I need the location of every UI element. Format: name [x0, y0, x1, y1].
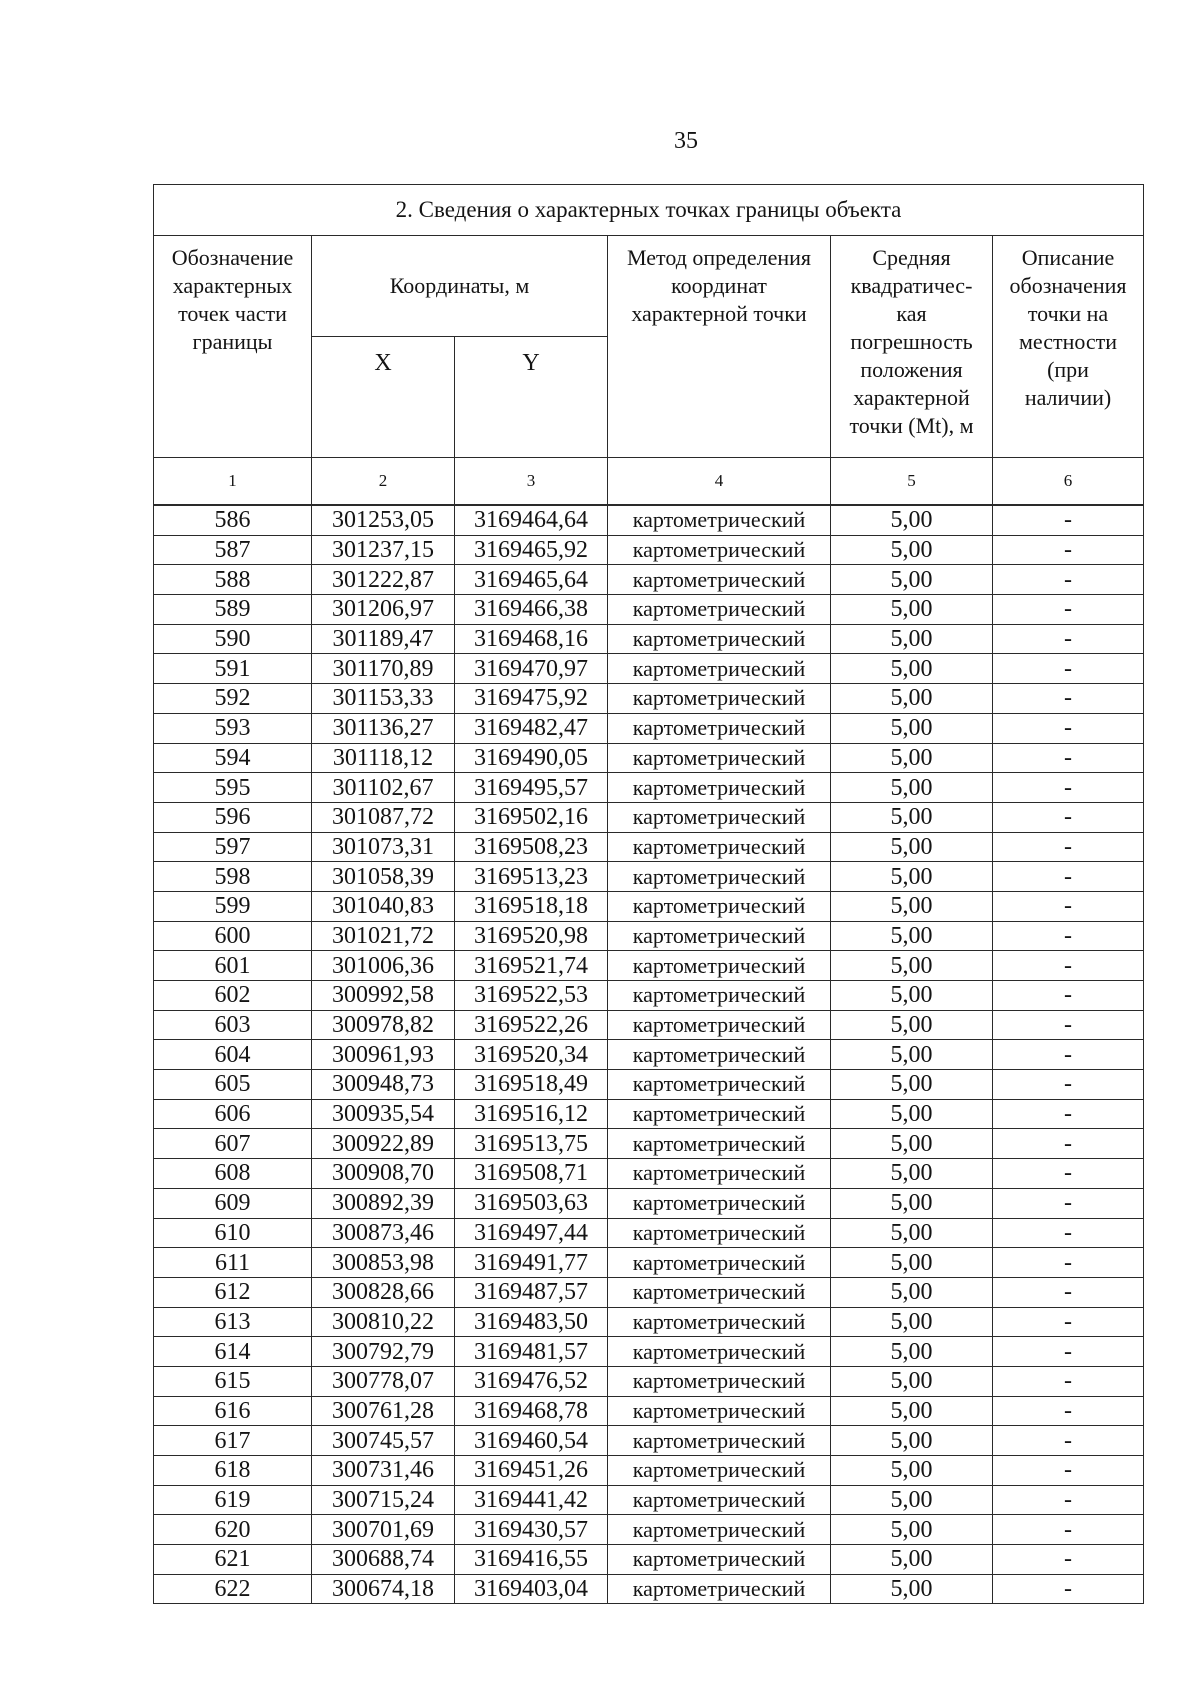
table-row [154, 1574, 1144, 1604]
method-cell: картометрический [608, 624, 831, 654]
y-cell: 3169465,92 [455, 535, 608, 565]
method-cell: картометрический [608, 1040, 831, 1070]
method-cell: картометрический [608, 1218, 831, 1248]
y-cell: 3169520,34 [455, 1040, 608, 1070]
x-cell: 300701,69 [312, 1515, 455, 1545]
y-cell: 3169497,44 [455, 1218, 608, 1248]
table-row [154, 654, 1144, 684]
error-cell: 5,00 [831, 654, 993, 684]
point-id-cell: 622 [154, 1574, 312, 1604]
y-cell: 3169482,47 [455, 713, 608, 743]
y-cell: 3169468,16 [455, 624, 608, 654]
y-cell: 3169508,23 [455, 832, 608, 862]
point-id-cell: 590 [154, 624, 312, 654]
table-row [154, 1129, 1144, 1159]
x-cell: 300892,39 [312, 1188, 455, 1218]
error-cell: 5,00 [831, 535, 993, 565]
description-cell: - [993, 1366, 1144, 1396]
header-y: Y [455, 337, 608, 458]
method-cell: картометрический [608, 1337, 831, 1367]
x-cell: 301237,15 [312, 535, 455, 565]
error-cell: 5,00 [831, 505, 993, 535]
method-cell: картометрический [608, 891, 831, 921]
method-cell: картометрический [608, 951, 831, 981]
point-id-cell: 602 [154, 981, 312, 1011]
x-cell: 301206,97 [312, 595, 455, 625]
point-id-cell: 615 [154, 1366, 312, 1396]
table-row [154, 1307, 1144, 1337]
error-cell: 5,00 [831, 1159, 993, 1189]
description-cell: - [993, 802, 1144, 832]
table-row [154, 684, 1144, 714]
y-cell: 3169451,26 [455, 1456, 608, 1486]
point-id-cell: 611 [154, 1248, 312, 1278]
column-number: 3 [455, 458, 608, 506]
table-row [154, 1248, 1144, 1278]
point-id-cell: 586 [154, 505, 312, 535]
method-cell: картометрический [608, 981, 831, 1011]
y-cell: 3169416,55 [455, 1545, 608, 1575]
y-cell: 3169468,78 [455, 1396, 608, 1426]
description-cell: - [993, 1307, 1144, 1337]
point-id-cell: 595 [154, 773, 312, 803]
table-row [154, 1277, 1144, 1307]
error-cell: 5,00 [831, 1070, 993, 1100]
point-id-cell: 609 [154, 1188, 312, 1218]
point-id-cell: 589 [154, 595, 312, 625]
point-id-cell: 614 [154, 1337, 312, 1367]
description-cell: - [993, 1545, 1144, 1575]
method-cell: картометрический [608, 921, 831, 951]
header-description: Описание обозначения точки на местности (при наличии) [993, 236, 1144, 458]
x-cell: 300828,66 [312, 1277, 455, 1307]
point-id-cell: 604 [154, 1040, 312, 1070]
point-id-cell: 605 [154, 1070, 312, 1100]
header-x: X [312, 337, 455, 458]
description-cell: - [993, 832, 1144, 862]
error-cell: 5,00 [831, 1485, 993, 1515]
error-cell: 5,00 [831, 1574, 993, 1604]
error-cell: 5,00 [831, 1545, 993, 1575]
point-id-cell: 593 [154, 713, 312, 743]
x-cell: 301021,72 [312, 921, 455, 951]
x-cell: 301222,87 [312, 565, 455, 595]
y-cell: 3169491,77 [455, 1248, 608, 1278]
error-cell: 5,00 [831, 1515, 993, 1545]
method-cell: картометрический [608, 1070, 831, 1100]
description-cell: - [993, 1218, 1144, 1248]
column-number: 6 [993, 458, 1144, 506]
method-cell: картометрический [608, 1099, 831, 1129]
point-id-cell: 617 [154, 1426, 312, 1456]
description-cell: - [993, 1099, 1144, 1129]
x-cell: 301153,33 [312, 684, 455, 714]
point-id-cell: 592 [154, 684, 312, 714]
y-cell: 3169483,50 [455, 1307, 608, 1337]
table-row [154, 713, 1144, 743]
table-row [154, 1426, 1144, 1456]
description-cell: - [993, 1515, 1144, 1545]
x-cell: 300978,82 [312, 1010, 455, 1040]
x-cell: 301087,72 [312, 802, 455, 832]
x-cell: 300908,70 [312, 1159, 455, 1189]
error-cell: 5,00 [831, 1218, 993, 1248]
y-cell: 3169513,75 [455, 1129, 608, 1159]
point-id-cell: 616 [154, 1396, 312, 1426]
table-row [154, 951, 1144, 981]
x-cell: 301170,89 [312, 654, 455, 684]
table-row [154, 535, 1144, 565]
error-cell: 5,00 [831, 684, 993, 714]
error-cell: 5,00 [831, 624, 993, 654]
description-cell: - [993, 1456, 1144, 1486]
description-cell: - [993, 1010, 1144, 1040]
point-id-cell: 597 [154, 832, 312, 862]
point-id-cell: 610 [154, 1218, 312, 1248]
description-cell: - [993, 981, 1144, 1011]
y-cell: 3169513,23 [455, 862, 608, 892]
description-cell: - [993, 1574, 1144, 1604]
point-id-cell: 608 [154, 1159, 312, 1189]
table-row [154, 832, 1144, 862]
x-cell: 301136,27 [312, 713, 455, 743]
description-cell: - [993, 535, 1144, 565]
x-cell: 300674,18 [312, 1574, 455, 1604]
table-row [154, 1070, 1144, 1100]
table-row [154, 1456, 1144, 1486]
error-cell: 5,00 [831, 1277, 993, 1307]
table-row [154, 1396, 1144, 1426]
column-number: 1 [154, 458, 312, 506]
table-row [154, 802, 1144, 832]
column-number: 5 [831, 458, 993, 506]
method-cell: картометрический [608, 595, 831, 625]
error-cell: 5,00 [831, 713, 993, 743]
header-coordinates: Координаты, м [312, 236, 608, 337]
method-cell: картометрический [608, 535, 831, 565]
method-cell: картометрический [608, 773, 831, 803]
description-cell: - [993, 1129, 1144, 1159]
y-cell: 3169487,57 [455, 1277, 608, 1307]
table-row [154, 1159, 1144, 1189]
y-cell: 3169503,63 [455, 1188, 608, 1218]
table-row [154, 1099, 1144, 1129]
method-cell: картометрический [608, 1129, 831, 1159]
y-cell: 3169508,71 [455, 1159, 608, 1189]
point-id-cell: 598 [154, 862, 312, 892]
description-cell: - [993, 1396, 1144, 1426]
y-cell: 3169475,92 [455, 684, 608, 714]
error-cell: 5,00 [831, 1129, 993, 1159]
description-cell: - [993, 1248, 1144, 1278]
error-cell: 5,00 [831, 802, 993, 832]
point-id-cell: 599 [154, 891, 312, 921]
y-cell: 3169495,57 [455, 773, 608, 803]
error-cell: 5,00 [831, 832, 993, 862]
y-cell: 3169518,18 [455, 891, 608, 921]
table-row [154, 773, 1144, 803]
description-cell: - [993, 1188, 1144, 1218]
description-cell: - [993, 1277, 1144, 1307]
method-cell: картометрический [608, 1574, 831, 1604]
method-cell: картометрический [608, 1248, 831, 1278]
method-cell: картометрический [608, 1515, 831, 1545]
x-cell: 301040,83 [312, 891, 455, 921]
header-designation: Обозначение характерных точек части границы [154, 236, 312, 458]
description-cell: - [993, 862, 1144, 892]
description-cell: - [993, 1159, 1144, 1189]
y-cell: 3169470,97 [455, 654, 608, 684]
error-cell: 5,00 [831, 1307, 993, 1337]
y-cell: 3169464,64 [455, 505, 608, 535]
header-method: Метод определения координат характерной точки [608, 236, 831, 458]
error-cell: 5,00 [831, 1396, 993, 1426]
x-cell: 300715,24 [312, 1485, 455, 1515]
point-id-cell: 606 [154, 1099, 312, 1129]
error-cell: 5,00 [831, 1426, 993, 1456]
y-cell: 3169481,57 [455, 1337, 608, 1367]
x-cell: 301058,39 [312, 862, 455, 892]
method-cell: картометрический [608, 713, 831, 743]
y-cell: 3169502,16 [455, 802, 608, 832]
x-cell: 301253,05 [312, 505, 455, 535]
error-cell: 5,00 [831, 921, 993, 951]
x-cell: 300873,46 [312, 1218, 455, 1248]
method-cell: картометрический [608, 1159, 831, 1189]
error-cell: 5,00 [831, 1248, 993, 1278]
point-id-cell: 603 [154, 1010, 312, 1040]
column-number: 2 [312, 458, 455, 506]
point-id-cell: 612 [154, 1277, 312, 1307]
y-cell: 3169465,64 [455, 565, 608, 595]
description-cell: - [993, 713, 1144, 743]
x-cell: 300992,58 [312, 981, 455, 1011]
method-cell: картометрический [608, 1485, 831, 1515]
description-cell: - [993, 1485, 1144, 1515]
y-cell: 3169520,98 [455, 921, 608, 951]
table-row [154, 1545, 1144, 1575]
y-cell: 3169460,54 [455, 1426, 608, 1456]
x-cell: 300778,07 [312, 1366, 455, 1396]
description-cell: - [993, 1426, 1144, 1456]
table-title: 2. Сведения о характерных точках границы объекта [154, 185, 1144, 236]
x-cell: 300688,74 [312, 1545, 455, 1575]
method-cell: картометрический [608, 654, 831, 684]
description-cell: - [993, 565, 1144, 595]
table-row [154, 981, 1144, 1011]
description-cell: - [993, 773, 1144, 803]
method-cell: картометрический [608, 1396, 831, 1426]
column-number-row [154, 458, 1144, 506]
x-cell: 301102,67 [312, 773, 455, 803]
x-cell: 301073,31 [312, 832, 455, 862]
error-cell: 5,00 [831, 773, 993, 803]
point-id-cell: 601 [154, 951, 312, 981]
page-number: 35 [674, 128, 698, 154]
point-id-cell: 594 [154, 743, 312, 773]
table-row [154, 1485, 1144, 1515]
column-number: 4 [608, 458, 831, 506]
point-id-cell: 621 [154, 1545, 312, 1575]
y-cell: 3169516,12 [455, 1099, 608, 1129]
y-cell: 3169466,38 [455, 595, 608, 625]
table-row [154, 1188, 1144, 1218]
table-row [154, 743, 1144, 773]
method-cell: картометрический [608, 1366, 831, 1396]
point-id-cell: 619 [154, 1485, 312, 1515]
table-body [154, 505, 1144, 1604]
x-cell: 300745,57 [312, 1426, 455, 1456]
y-cell: 3169403,04 [455, 1574, 608, 1604]
table-row [154, 862, 1144, 892]
y-cell: 3169518,49 [455, 1070, 608, 1100]
point-id-cell: 613 [154, 1307, 312, 1337]
error-cell: 5,00 [831, 595, 993, 625]
error-cell: 5,00 [831, 743, 993, 773]
table-row [154, 595, 1144, 625]
table-row [154, 1337, 1144, 1367]
y-cell: 3169522,53 [455, 981, 608, 1011]
method-cell: картометрический [608, 1456, 831, 1486]
method-cell: картометрический [608, 1426, 831, 1456]
description-cell: - [993, 1337, 1144, 1367]
table-row [154, 624, 1144, 654]
table-row [154, 565, 1144, 595]
error-cell: 5,00 [831, 1456, 993, 1486]
table-row [154, 1366, 1144, 1396]
method-cell: картометрический [608, 565, 831, 595]
error-cell: 5,00 [831, 981, 993, 1011]
description-cell: - [993, 654, 1144, 684]
point-id-cell: 600 [154, 921, 312, 951]
x-cell: 301118,12 [312, 743, 455, 773]
boundary-points-table [153, 184, 1144, 1604]
point-id-cell: 607 [154, 1129, 312, 1159]
description-cell: - [993, 1070, 1144, 1100]
point-id-cell: 591 [154, 654, 312, 684]
x-cell: 300948,73 [312, 1070, 455, 1100]
y-cell: 3169522,26 [455, 1010, 608, 1040]
error-cell: 5,00 [831, 1010, 993, 1040]
method-cell: картометрический [608, 832, 831, 862]
x-cell: 300810,22 [312, 1307, 455, 1337]
error-cell: 5,00 [831, 1188, 993, 1218]
point-id-cell: 588 [154, 565, 312, 595]
y-cell: 3169430,57 [455, 1515, 608, 1545]
description-cell: - [993, 951, 1144, 981]
method-cell: картометрический [608, 1188, 831, 1218]
error-cell: 5,00 [831, 891, 993, 921]
y-cell: 3169521,74 [455, 951, 608, 981]
method-cell: картометрический [608, 862, 831, 892]
method-cell: картометрический [608, 1010, 831, 1040]
table-row [154, 1040, 1144, 1070]
x-cell: 301006,36 [312, 951, 455, 981]
table-row [154, 1010, 1144, 1040]
table-row [154, 921, 1144, 951]
table-row [154, 891, 1144, 921]
x-cell: 300935,54 [312, 1099, 455, 1129]
method-cell: картометрический [608, 684, 831, 714]
x-cell: 300761,28 [312, 1396, 455, 1426]
y-cell: 3169490,05 [455, 743, 608, 773]
method-cell: картометрический [608, 505, 831, 535]
point-id-cell: 620 [154, 1515, 312, 1545]
x-cell: 301189,47 [312, 624, 455, 654]
method-cell: картометрический [608, 1545, 831, 1575]
error-cell: 5,00 [831, 1337, 993, 1367]
table-row [154, 505, 1144, 535]
y-cell: 3169476,52 [455, 1366, 608, 1396]
description-cell: - [993, 921, 1144, 951]
error-cell: 5,00 [831, 565, 993, 595]
x-cell: 300792,79 [312, 1337, 455, 1367]
description-cell: - [993, 891, 1144, 921]
description-cell: - [993, 595, 1144, 625]
x-cell: 300853,98 [312, 1248, 455, 1278]
method-cell: картометрический [608, 802, 831, 832]
x-cell: 300922,89 [312, 1129, 455, 1159]
error-cell: 5,00 [831, 1099, 993, 1129]
error-cell: 5,00 [831, 1040, 993, 1070]
description-cell: - [993, 624, 1144, 654]
method-cell: картометрический [608, 1277, 831, 1307]
y-cell: 3169441,42 [455, 1485, 608, 1515]
method-cell: картометрический [608, 1307, 831, 1337]
header-error: Средняя квадратичес- кая погрешность положения характерной точки (Mt), м [831, 236, 993, 458]
point-id-cell: 587 [154, 535, 312, 565]
table-row [154, 1515, 1144, 1545]
point-id-cell: 596 [154, 802, 312, 832]
point-id-cell: 618 [154, 1456, 312, 1486]
table-row [154, 1218, 1144, 1248]
error-cell: 5,00 [831, 862, 993, 892]
error-cell: 5,00 [831, 951, 993, 981]
x-cell: 300961,93 [312, 1040, 455, 1070]
error-cell: 5,00 [831, 1366, 993, 1396]
description-cell: - [993, 1040, 1144, 1070]
description-cell: - [993, 743, 1144, 773]
method-cell: картометрический [608, 743, 831, 773]
description-cell: - [993, 505, 1144, 535]
description-cell: - [993, 684, 1144, 714]
x-cell: 300731,46 [312, 1456, 455, 1486]
